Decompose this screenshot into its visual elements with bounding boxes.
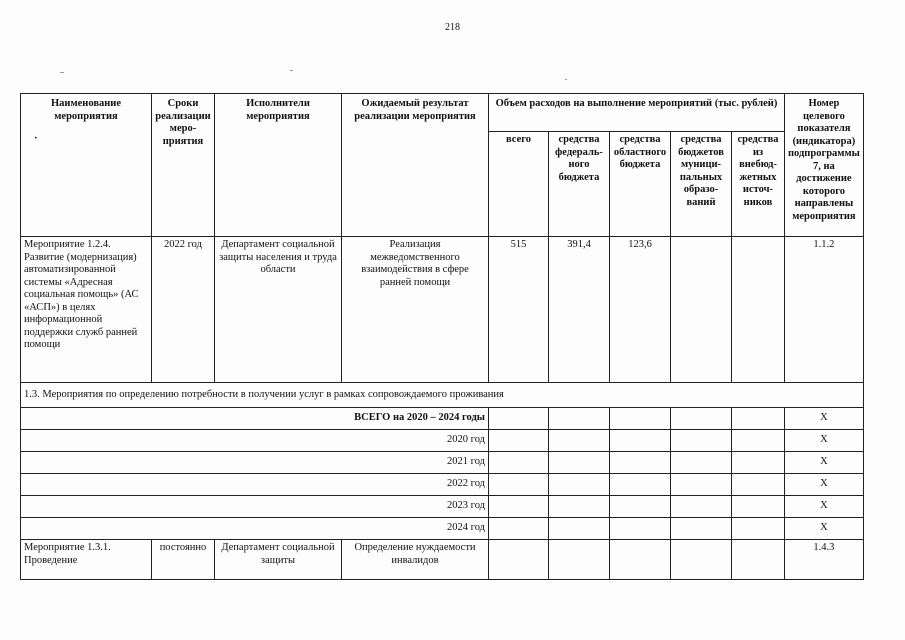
header-offbudget: средства из внебюд-жетных источ-ников [732, 132, 785, 237]
total-cell [489, 452, 549, 474]
total-indicator: Х [785, 496, 864, 518]
total-indicator: Х [785, 430, 864, 452]
row-name: Мероприятие 1.2.4. Развитие (модернизация) автоматизированной системы «Адресная социальная помощь» (АС «АСП») в целях информационной поддержки служб ранней помощи [21, 237, 152, 383]
row-timeframe: постоянно [152, 540, 215, 580]
row-indicator: 1.4.3 [785, 540, 864, 580]
total-cell [610, 452, 671, 474]
total-label: 2024 год [21, 518, 489, 540]
total-cell [549, 496, 610, 518]
total-indicator: Х [785, 474, 864, 496]
table-row [21, 237, 864, 383]
row-offbudget [732, 540, 785, 580]
row-executor: Департамент социальной защиты [215, 540, 342, 580]
row-federal [549, 540, 610, 580]
header-indicator: Номер целевого показателя (индикатора) подпрограммы 7, на достижение которого направлены мероприятия [785, 94, 864, 237]
header-regional: средства областного бюджета [610, 132, 671, 237]
total-indicator: Х [785, 408, 864, 430]
header-expected-result: Ожидаемый результат реализации мероприятия [342, 94, 489, 237]
total-label: 2022 год [21, 474, 489, 496]
total-cell [549, 430, 610, 452]
row-total [489, 540, 549, 580]
total-row [21, 474, 864, 496]
total-cell [732, 518, 785, 540]
row-municipal [671, 237, 732, 383]
total-cell [549, 474, 610, 496]
total-cell [671, 518, 732, 540]
row-municipal [671, 540, 732, 580]
row-indicator: 1.1.2 [785, 237, 864, 383]
table-header-row [21, 94, 864, 132]
table-row [21, 540, 864, 580]
header-expenses: Объем расходов на выполнение мероприятий (тыс. рублей) [489, 94, 785, 132]
row-total: 515 [489, 237, 549, 383]
total-cell [610, 518, 671, 540]
total-cell [610, 474, 671, 496]
total-cell [489, 408, 549, 430]
total-label: 2023 год [21, 496, 489, 518]
total-cell [610, 408, 671, 430]
header-municipal: средства бюджетов муници-пальных образо-ваний [671, 132, 732, 237]
section-row [21, 383, 864, 408]
total-row [21, 408, 864, 430]
row-result: Реализация межведомственного взаимодействия в сфере ранней помощи [342, 237, 489, 383]
total-cell [610, 496, 671, 518]
total-row [21, 496, 864, 518]
total-row [21, 430, 864, 452]
total-cell [610, 430, 671, 452]
row-result: Определение нуждаемости инвалидов [342, 540, 489, 580]
total-cell [732, 452, 785, 474]
total-row [21, 452, 864, 474]
header-timeframe: Сроки реализации меро-приятия [152, 94, 215, 237]
total-cell [671, 408, 732, 430]
row-regional: 123,6 [610, 237, 671, 383]
header-federal: средства федераль-ного бюджета [549, 132, 610, 237]
total-cell [489, 496, 549, 518]
scan-artifact-line [290, 70, 293, 71]
header-name: Наименование мероприятия · [21, 94, 152, 237]
total-indicator: Х [785, 452, 864, 474]
total-cell [732, 408, 785, 430]
row-timeframe: 2022 год [152, 237, 215, 383]
total-cell [732, 474, 785, 496]
total-cell [671, 430, 732, 452]
expenses-table [20, 93, 864, 580]
scan-artifact-line [565, 79, 567, 80]
row-regional [610, 540, 671, 580]
total-label: 2021 год [21, 452, 489, 474]
page-number: 218 [445, 22, 460, 33]
total-cell [671, 474, 732, 496]
total-cell [671, 496, 732, 518]
row-offbudget [732, 237, 785, 383]
total-cell [489, 518, 549, 540]
total-cell [549, 452, 610, 474]
header-executors: Исполнители мероприятия [215, 94, 342, 237]
row-federal: 391,4 [549, 237, 610, 383]
row-executor: Департамент социальной защиты населения и труда области [215, 237, 342, 383]
section-title: 1.3. Мероприятия по определению потребности в получении услуг в рамках сопровождаемого проживания [21, 383, 864, 408]
total-cell [732, 496, 785, 518]
total-cell [489, 430, 549, 452]
scan-artifact-line [60, 72, 64, 73]
total-row [21, 518, 864, 540]
total-label: 2020 год [21, 430, 489, 452]
total-cell [489, 474, 549, 496]
total-indicator: Х [785, 518, 864, 540]
total-cell [732, 430, 785, 452]
header-total: всего [489, 132, 549, 237]
total-label: ВСЕГО на 2020 – 2024 годы [21, 408, 489, 430]
row-name: Мероприятие 1.3.1. Проведение [21, 540, 152, 580]
total-cell [549, 518, 610, 540]
total-cell [549, 408, 610, 430]
total-cell [671, 452, 732, 474]
